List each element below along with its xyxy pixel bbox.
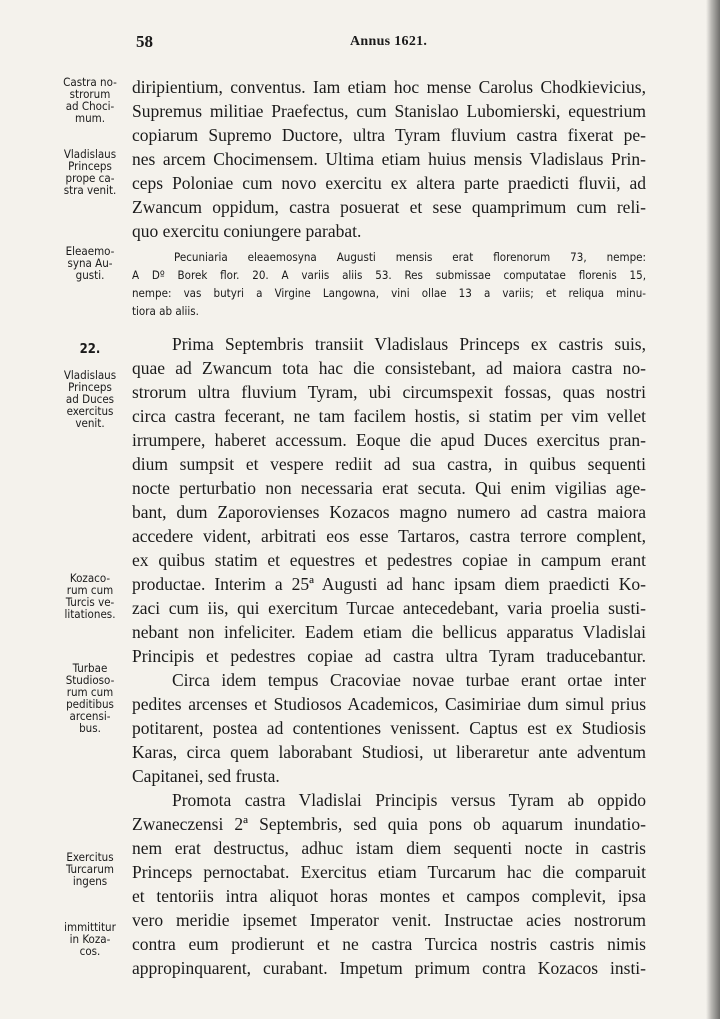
text-line: vero meridie ipsemet Imperator venit. Instructae acies nostrorum [132, 910, 646, 930]
text-line: nocte perturbatio non necessaria erat secuta. Qui enim vigilias age- [132, 478, 646, 498]
text-line: contra eum prodierunt et ne castra Turcica nostris castris nimis [132, 934, 646, 954]
text-line: Supremus militiae Praefectus, cum Stanislao Lubomierski, equestrium [132, 101, 646, 121]
text-line: Zwancum oppidum, castra posuerat et sese quamprimum cum reli- [132, 197, 646, 217]
text-line: bant, dum Zaporovienses Kozacos magno numero ad castra maiora [132, 502, 646, 522]
margin-note-vladislaus-prope: Vladislaus Princeps prope ca- stra venit. [63, 147, 117, 197]
text-line: copiarum Supremo Ductore, ultra Tyram fluvium castra fixerat pe- [132, 125, 646, 145]
text-line: nem erat destructus, adhuc istam diem sequenti nocte in castris [132, 838, 646, 858]
text-line: circa castra fecerant, ne tam facilem hostis, si statim per vim vellet [132, 406, 646, 426]
text-line: Karas, circa quem laborabant Studiosi, ut liberaretur ante adventum [132, 742, 646, 762]
text-line: strorum ultra fluvium Tyram, ubi circumspexit fossas, quas nostri [132, 382, 646, 402]
text-line: nes arcem Chocimensem. Ultima etiam huius mensis Vladislaus Prin- [132, 149, 646, 169]
text-line: accedere vident, arbitrati eos esse Tartaros, castra terrore complent, [132, 526, 646, 546]
text-line: Zwaneczensi 2ª Septembris, sed quia pons ob aquarum inundatio- [132, 814, 646, 834]
note-line: A Dº Borek flor. 20. A variis aliis 53. Res submissae computatae florenis 15, [132, 268, 646, 282]
text-line: Promota castra Vladislai Principis versus Tyram ab oppido [172, 790, 646, 810]
text-line: et tentoriis intra aliquot horas montes et campos complevit, ipsa [132, 886, 646, 906]
text-line: dium sumpsit et vespere rediit ad sua castra, in quibus sequenti [132, 454, 646, 474]
margin-note-castra: Castra no- strorum ad Choci- mum. [63, 75, 117, 125]
text-line: ex quibus statim et equestres et pedestres copiae in campum erant [132, 550, 646, 570]
text-line: pedites arcenses et Studiosos Academicos, Casimiriae dum simul prius [132, 694, 646, 714]
page-number: 58 [136, 32, 153, 51]
margin-note-kozacorum: Kozaco- rum cum Turcis ve- litationes. [64, 571, 116, 621]
page-edge-shadow [706, 0, 720, 1019]
text-line: nebant non infeliciter. Eadem etiam die bellicus apparatus Vladislai [132, 622, 646, 642]
section-number: 22. [79, 342, 101, 357]
text-line: Capitanei, sed frusta. [132, 766, 280, 786]
text-line: Princeps pernoctabat. Exercitus etiam Turcarum hac die comparuit [132, 862, 646, 882]
margin-note-vladislaus-duces: Vladislaus Princeps ad Duces exercitus venit. [63, 368, 117, 430]
running-head: Annus 1621. [350, 34, 428, 49]
text-line: irrumpere, haberet accessum. Eoque die apud Duces exercitus pran- [132, 430, 646, 450]
text-line: productae. Interim a 25ª Augusti ad hanc ipsam diem praedicti Ko- [132, 574, 646, 594]
margin-note-section-22 [52, 331, 128, 429]
margin-note-immittitur: immittitur in Koza- cos. [64, 920, 116, 958]
text-line: quo exercitu coniungere parabat. [132, 221, 362, 241]
margin-note-exercitus: Exercitus Turcarum ingens [65, 850, 115, 888]
text-line: ceps Poloniae cum novo exercitu ex altera parte praedicti fluvii, ad [132, 173, 646, 193]
text-line: diripientium, conventus. Iam etiam hoc mense Carolus Chodkievicius, [132, 77, 646, 97]
text-line: Circa idem tempus Cracoviae novae turbae erant ortae inter [172, 670, 646, 690]
text-line: appropinquarent, curabant. Impetum primum contra Kozacos insti- [132, 958, 646, 978]
note-line: nempe: vas butyri a Virgine Langowna, vini ollae 13 a variis; et reliqua minu- [132, 286, 646, 300]
text-line: Prima Septembris transiit Vladislaus Princeps ex castris suis, [172, 334, 646, 354]
text-line: quae ad Zwancum tota hac die consistebant, ad maiora castra no- [132, 358, 646, 378]
note-line: Pecuniaria eleaemosyna Augusti mensis erat florenorum 73, nempe: [174, 250, 646, 264]
text-line: Principis et pedestres copiae ad castra ultra Tyram traducebantur. [132, 646, 646, 666]
margin-note-eleaemosyna: Eleaemo- syna Au- gusti. [65, 244, 115, 282]
margin-note-turbae: Turbae Studioso- rum cum peditibus arcensi- bus. [65, 661, 115, 735]
text-line: zaci cum iis, qui exercitum Turcae antecedebant, varia proelia susti- [132, 598, 646, 618]
note-line: tiora ab aliis. [132, 304, 199, 318]
text-line: potitarent, postea ad contentiones venissent. Captus est ex Studiosis [132, 718, 646, 738]
